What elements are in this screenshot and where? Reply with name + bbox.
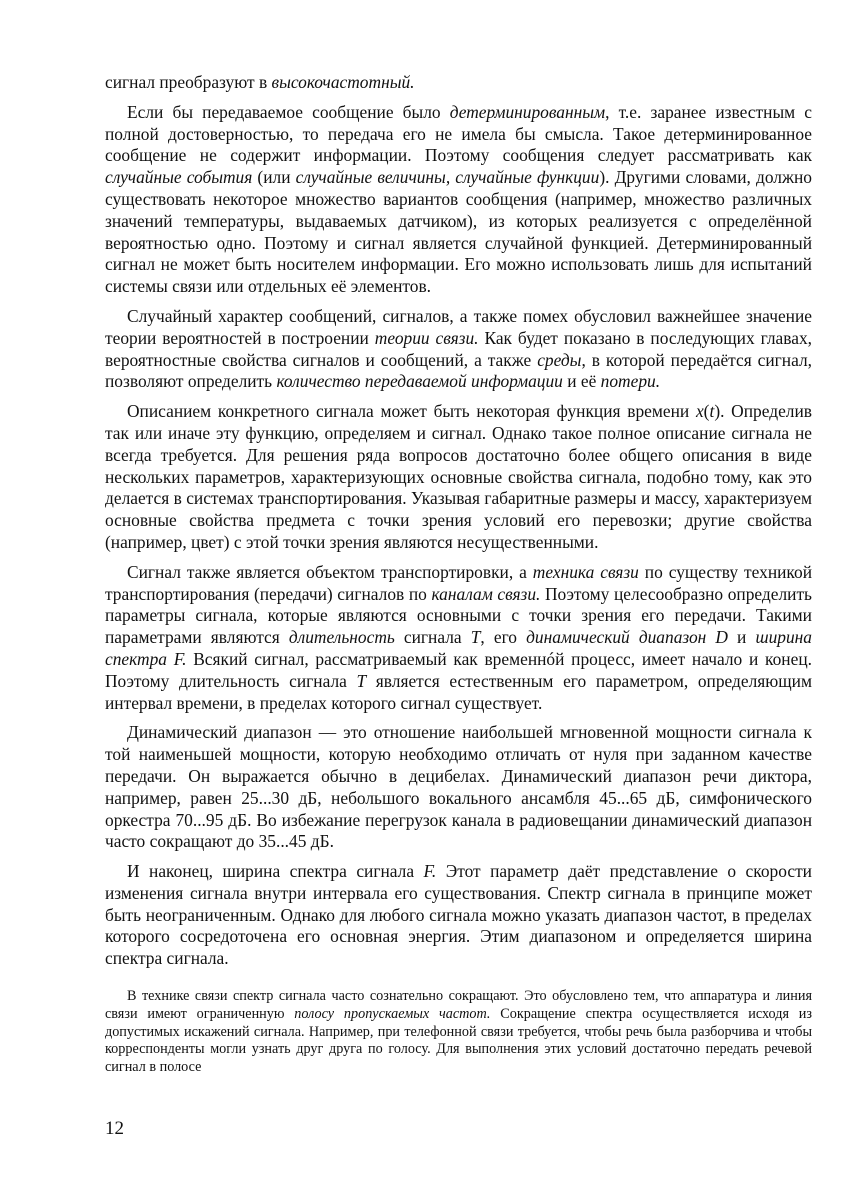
italic-term: динамический диапазон D bbox=[526, 627, 728, 648]
italic-term: случайные величины, случайные функции bbox=[295, 167, 600, 188]
text-run: ( bbox=[703, 401, 710, 422]
text-run: Описанием конкретного сигнала может быть некоторая функция времени bbox=[127, 401, 696, 422]
italic-term: T bbox=[470, 627, 481, 648]
text-run: Если бы передаваемое сообщение было bbox=[127, 101, 450, 122]
text-run: и её bbox=[562, 371, 601, 392]
text-run: Динамический диапазон — это отношение наибольшей мгновенной мощности сигнала к той наименьшей мощности, которую необходимо отличать от нуля при заданном качестве передачи. Он выражается обычно в децибелах. Динамический диапазон речи диктора, например, равен 25...30 дБ, небольшого вокального ансамбля 45...65 дБ, симфонического оркестра 70...95 дБ. Во избежание перегрузок канала в радиовещании динамический диапазон часто сокращают до 35...45 дБ. bbox=[105, 722, 812, 852]
paragraph-signal-parameters bbox=[105, 562, 812, 715]
page-body bbox=[105, 72, 812, 1077]
italic-term: теории связи. bbox=[374, 327, 479, 348]
italic-term: t bbox=[709, 401, 715, 422]
text-run: ). Другими словами, должно существовать некоторое множество вариантов сообщения (например, множество различных значений температуры, выдаваемых датчиком), из которых реализуется с определённой вероятностью одно. Поэтому и сигнал является случайной функцией. Детерминированный сигнал не может быть носителем информации. Его можно использовать лишь для испытаний системы связи или отдельных её элементов. bbox=[105, 167, 813, 297]
text-run: (или bbox=[252, 167, 296, 188]
text-run: И наконец, ширина спектра сигнала bbox=[127, 861, 424, 882]
italic-term: полосу пропускаемых частот. bbox=[294, 1005, 491, 1022]
text-run: Этот параметр даёт представление о скорости изменения сигнала внутри интервала его существования. Спектр сигнала в принципе может быть неограниченным. Однако для любого сигнала можно указать диапазон частот, в пределах которого сосредоточена его основная энергия. Этим диапазоном и определяется ширина спектра сигнала. bbox=[105, 861, 812, 969]
text-run: ). Определив так или иначе эту функцию, определяем и сигнал. Однако такое полное описание сигнала не всегда требуется. Для решения ряда вопросов достаточно более общего описания в виде нескольких параметров, характеризующих основные свойства сигнала, подобно тому, как это делается в системах транспортирования. Указывая габаритные размеры и массу, характеризуем основные свойства предмета с точки зрения условий его перевозки; другие свойства (например, цвет) с этой точки зрения являются несущественными. bbox=[105, 401, 812, 552]
italic-term: техника связи bbox=[532, 561, 639, 582]
paragraph-random-character bbox=[105, 306, 812, 393]
text-run: Всякий сигнал, рассматриваемый как временнóй процесс, имеет начало и конец. Поэтому длительность сигнала bbox=[105, 648, 812, 691]
text-run: , т.е. заранее известным с полной достоверностью, то передача его не имела бы смысла. Такое детерминированное сообщение не содержит информации. Поэтому сообщения следует рассматривать как bbox=[105, 101, 812, 166]
text-run: сигнал преобразуют в bbox=[105, 72, 272, 92]
paragraph-intro-fragment bbox=[105, 72, 812, 94]
text-run: В технике связи спектр сигнала часто сознательно сокращают. Это обусловлено тем, что аппаратура и линия связи имеют ограниченную bbox=[105, 988, 812, 1022]
paragraph-signal-description bbox=[105, 401, 812, 554]
page-number: 12 bbox=[105, 1118, 124, 1139]
text-run: по существу техникой транспортирования (передачи) сигналов по bbox=[105, 561, 813, 604]
text-run: сигнала bbox=[394, 627, 471, 648]
text-run: Как будет показано в последующих главах, вероятностные свойства сигналов и сообщений, а также bbox=[105, 327, 812, 370]
text-run: Сигнал также является объектом транспортировки, а bbox=[127, 561, 533, 582]
italic-term: T bbox=[356, 670, 367, 691]
italic-term: количество передаваемой информации bbox=[276, 371, 563, 392]
italic-term: длительность bbox=[288, 627, 395, 648]
italic-term: высокочастотный. bbox=[271, 72, 415, 92]
italic-term: x bbox=[695, 401, 704, 422]
text-run: Поэтому целесообразно определить параметры сигнала, которые являются основными с точки зрения его передачи. Такими параметрами являются bbox=[105, 583, 812, 648]
text-run: и bbox=[727, 627, 756, 648]
paragraph-dynamic-range bbox=[105, 722, 812, 853]
small-print-note bbox=[105, 988, 812, 1077]
text-run: , в которой передаётся сигнал, позволяют определить bbox=[105, 349, 812, 392]
italic-term: детерминированным bbox=[449, 101, 606, 122]
paragraph-spectrum-width bbox=[105, 861, 812, 970]
italic-term: потери. bbox=[600, 371, 661, 392]
italic-term: каналам связи. bbox=[431, 583, 541, 604]
italic-term: случайные события bbox=[105, 167, 253, 188]
italic-term: среды bbox=[537, 349, 582, 370]
italic-term: F. bbox=[423, 861, 437, 882]
text-run: , его bbox=[480, 627, 527, 648]
text-run: Случайный характер сообщений, сигналов, а также помех обусловил важнейшее значение теории вероятностей в построении bbox=[105, 305, 812, 348]
paragraph-deterministic-message bbox=[105, 102, 812, 298]
text-run: Сокращение спектра осуществляется исходя из допустимых искажений сигнала. Например, при телефонной связи требуется, чтобы речь была разборчива и чтобы корреспонденты могли узнать друг друга по голосу. Для выполнения этих условий достаточно передать речевой сигнал в полосе bbox=[105, 1005, 813, 1076]
italic-term: ширина спектра F. bbox=[105, 627, 812, 669]
text-run: является естественным его параметром, определяющим интервал времени, в пределах которого сигнал существует. bbox=[105, 670, 812, 713]
